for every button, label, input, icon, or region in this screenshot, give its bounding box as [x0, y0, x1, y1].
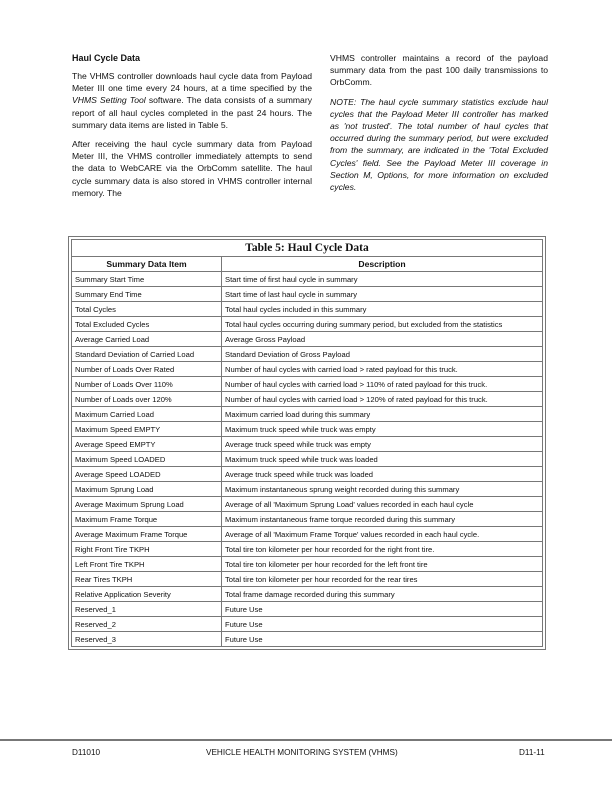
storage-paragraph: VHMS controller maintains a record of the payload summary data from the past 100 daily transmissions to OrbComm.	[330, 53, 548, 88]
item-description: Start time of last haul cycle in summary	[222, 287, 543, 302]
item-description: Start time of first haul cycle in summary	[222, 272, 543, 287]
table-body	[72, 272, 543, 647]
summary-data-item: Number of Loads over 120%	[72, 392, 222, 407]
column-header-description: Description	[222, 257, 543, 272]
item-description: Total tire ton kilometer per hour recorded for the left front tire	[222, 557, 543, 572]
table-row	[72, 332, 543, 347]
summary-data-item: Maximum Carried Load	[72, 407, 222, 422]
item-description: Average of all 'Maximum Sprung Load' values recorded in each haul cycle	[222, 497, 543, 512]
summary-data-item: Reserved_1	[72, 602, 222, 617]
item-description: Standard Deviation of Gross Payload	[222, 347, 543, 362]
left-column	[72, 52, 312, 206]
item-description: Maximum instantaneous frame torque recorded during this summary	[222, 512, 543, 527]
table-row	[72, 632, 543, 647]
summary-data-item: Number of Loads Over 110%	[72, 377, 222, 392]
footer-title: VEHICLE HEALTH MONITORING SYSTEM (VHMS)	[206, 748, 398, 757]
summary-data-item: Standard Deviation of Carried Load	[72, 347, 222, 362]
summary-data-item: Average Maximum Frame Torque	[72, 527, 222, 542]
summary-data-item: Right Front Tire TKPH	[72, 542, 222, 557]
summary-data-item: Summary End Time	[72, 287, 222, 302]
table-row	[72, 512, 543, 527]
item-description: Total frame damage recorded during this summary	[222, 587, 543, 602]
summary-data-item: Average Speed EMPTY	[72, 437, 222, 452]
summary-data-item: Rear Tires TKPH	[72, 572, 222, 587]
table-row	[72, 302, 543, 317]
summary-data-item: Total Cycles	[72, 302, 222, 317]
table-row	[72, 287, 543, 302]
summary-data-item: Average Carried Load	[72, 332, 222, 347]
item-description: Number of haul cycles with carried load > 120% of rated payload for this truck.	[222, 392, 543, 407]
table-row	[72, 587, 543, 602]
table-row	[72, 392, 543, 407]
footer-divider	[0, 739, 612, 741]
intro-text-end: software. The data consists of a summary report of all haul cycles completed in the past 24 hours. The summary data items are listed in Table 5.	[72, 95, 312, 130]
summary-data-item: Average Maximum Sprung Load	[72, 497, 222, 512]
summary-data-item: Maximum Frame Torque	[72, 512, 222, 527]
intro-paragraph	[72, 70, 312, 131]
summary-data-item: Maximum Speed EMPTY	[72, 422, 222, 437]
table-row	[72, 362, 543, 377]
item-description: Total haul cycles included in this summary	[222, 302, 543, 317]
table-row	[72, 437, 543, 452]
item-description: Average of all 'Maximum Frame Torque' values recorded in each haul cycle.	[222, 527, 543, 542]
table-row	[72, 317, 543, 332]
item-description: Number of haul cycles with carried load > rated payload for this truck.	[222, 362, 543, 377]
transmission-paragraph: After receiving the haul cycle summary data from Payload Meter III, the VHMS controller immediately attempts to send the data to WebCARE via the OrbComm satellite. The haul cycle summary data is also stored in VHMS controller internal memory. The	[72, 139, 312, 198]
haul-cycle-table	[71, 239, 543, 647]
item-description: Total tire ton kilometer per hour recorded for the right front tire.	[222, 542, 543, 557]
item-description: Total tire ton kilometer per hour recorded for the rear tires	[222, 572, 543, 587]
table-row	[72, 347, 543, 362]
summary-data-item: Summary Start Time	[72, 272, 222, 287]
table-row	[72, 422, 543, 437]
summary-data-item: Total Excluded Cycles	[72, 317, 222, 332]
item-description: Maximum carried load during this summary	[222, 407, 543, 422]
item-description: Future Use	[222, 602, 543, 617]
footer-doc-number: D11010	[72, 748, 101, 757]
haul-cycle-table-frame	[68, 236, 546, 650]
summary-data-item: Maximum Speed LOADED	[72, 452, 222, 467]
table-row	[72, 467, 543, 482]
tool-name: VHMS Setting Tool	[72, 95, 146, 106]
footer-page-number: D11-11	[519, 748, 545, 757]
section-title: Haul Cycle Data	[72, 53, 141, 63]
summary-data-item: Relative Application Severity	[72, 587, 222, 602]
table-row	[72, 617, 543, 632]
note-paragraph: NOTE: The haul cycle summary statistics exclude haul cycles that the Payload Meter III controller has marked as 'not trusted'. The total number of haul cycles that occurred during the summary period, but were excluded from the summary, are indicated in the 'Total Excluded Cycles' field. See the Payload Meter III coverage in Section M, Options, for more information on excluded cycles.	[330, 96, 548, 193]
table-row	[72, 452, 543, 467]
item-description: Number of haul cycles with carried load > 110% of rated payload for this truck.	[222, 377, 543, 392]
table-row	[72, 377, 543, 392]
intro-text-start: The VHMS controller downloads haul cycle data from Payload Meter III one time every 24 hours, at a time specified by the	[72, 71, 312, 94]
table-row	[72, 527, 543, 542]
item-description: Maximum truck speed while truck was empty	[222, 422, 543, 437]
item-description: Average truck speed while truck was loaded	[222, 467, 543, 482]
item-description: Maximum instantaneous sprung weight recorded during this summary	[222, 482, 543, 497]
table-row	[72, 497, 543, 512]
summary-data-item: Left Front Tire TKPH	[72, 557, 222, 572]
item-description: Maximum truck speed while truck was loaded	[222, 452, 543, 467]
right-column	[330, 52, 548, 200]
summary-data-item: Maximum Sprung Load	[72, 482, 222, 497]
table-row	[72, 482, 543, 497]
summary-data-item: Reserved_3	[72, 632, 222, 647]
item-description: Future Use	[222, 617, 543, 632]
summary-data-item: Reserved_2	[72, 617, 222, 632]
item-description: Future Use	[222, 632, 543, 647]
table-row	[72, 542, 543, 557]
table-row	[72, 407, 543, 422]
column-header-item: Summary Data Item	[72, 257, 222, 272]
table-row	[72, 602, 543, 617]
summary-data-item: Number of Loads Over Rated	[72, 362, 222, 377]
summary-data-item: Average Speed LOADED	[72, 467, 222, 482]
table-row	[72, 572, 543, 587]
item-description: Average truck speed while truck was empty	[222, 437, 543, 452]
item-description: Total haul cycles occurring during summary period, but excluded from the statistics	[222, 317, 543, 332]
table-row	[72, 557, 543, 572]
table-caption: Table 5: Haul Cycle Data	[72, 240, 543, 257]
table-row	[72, 272, 543, 287]
item-description: Average Gross Payload	[222, 332, 543, 347]
